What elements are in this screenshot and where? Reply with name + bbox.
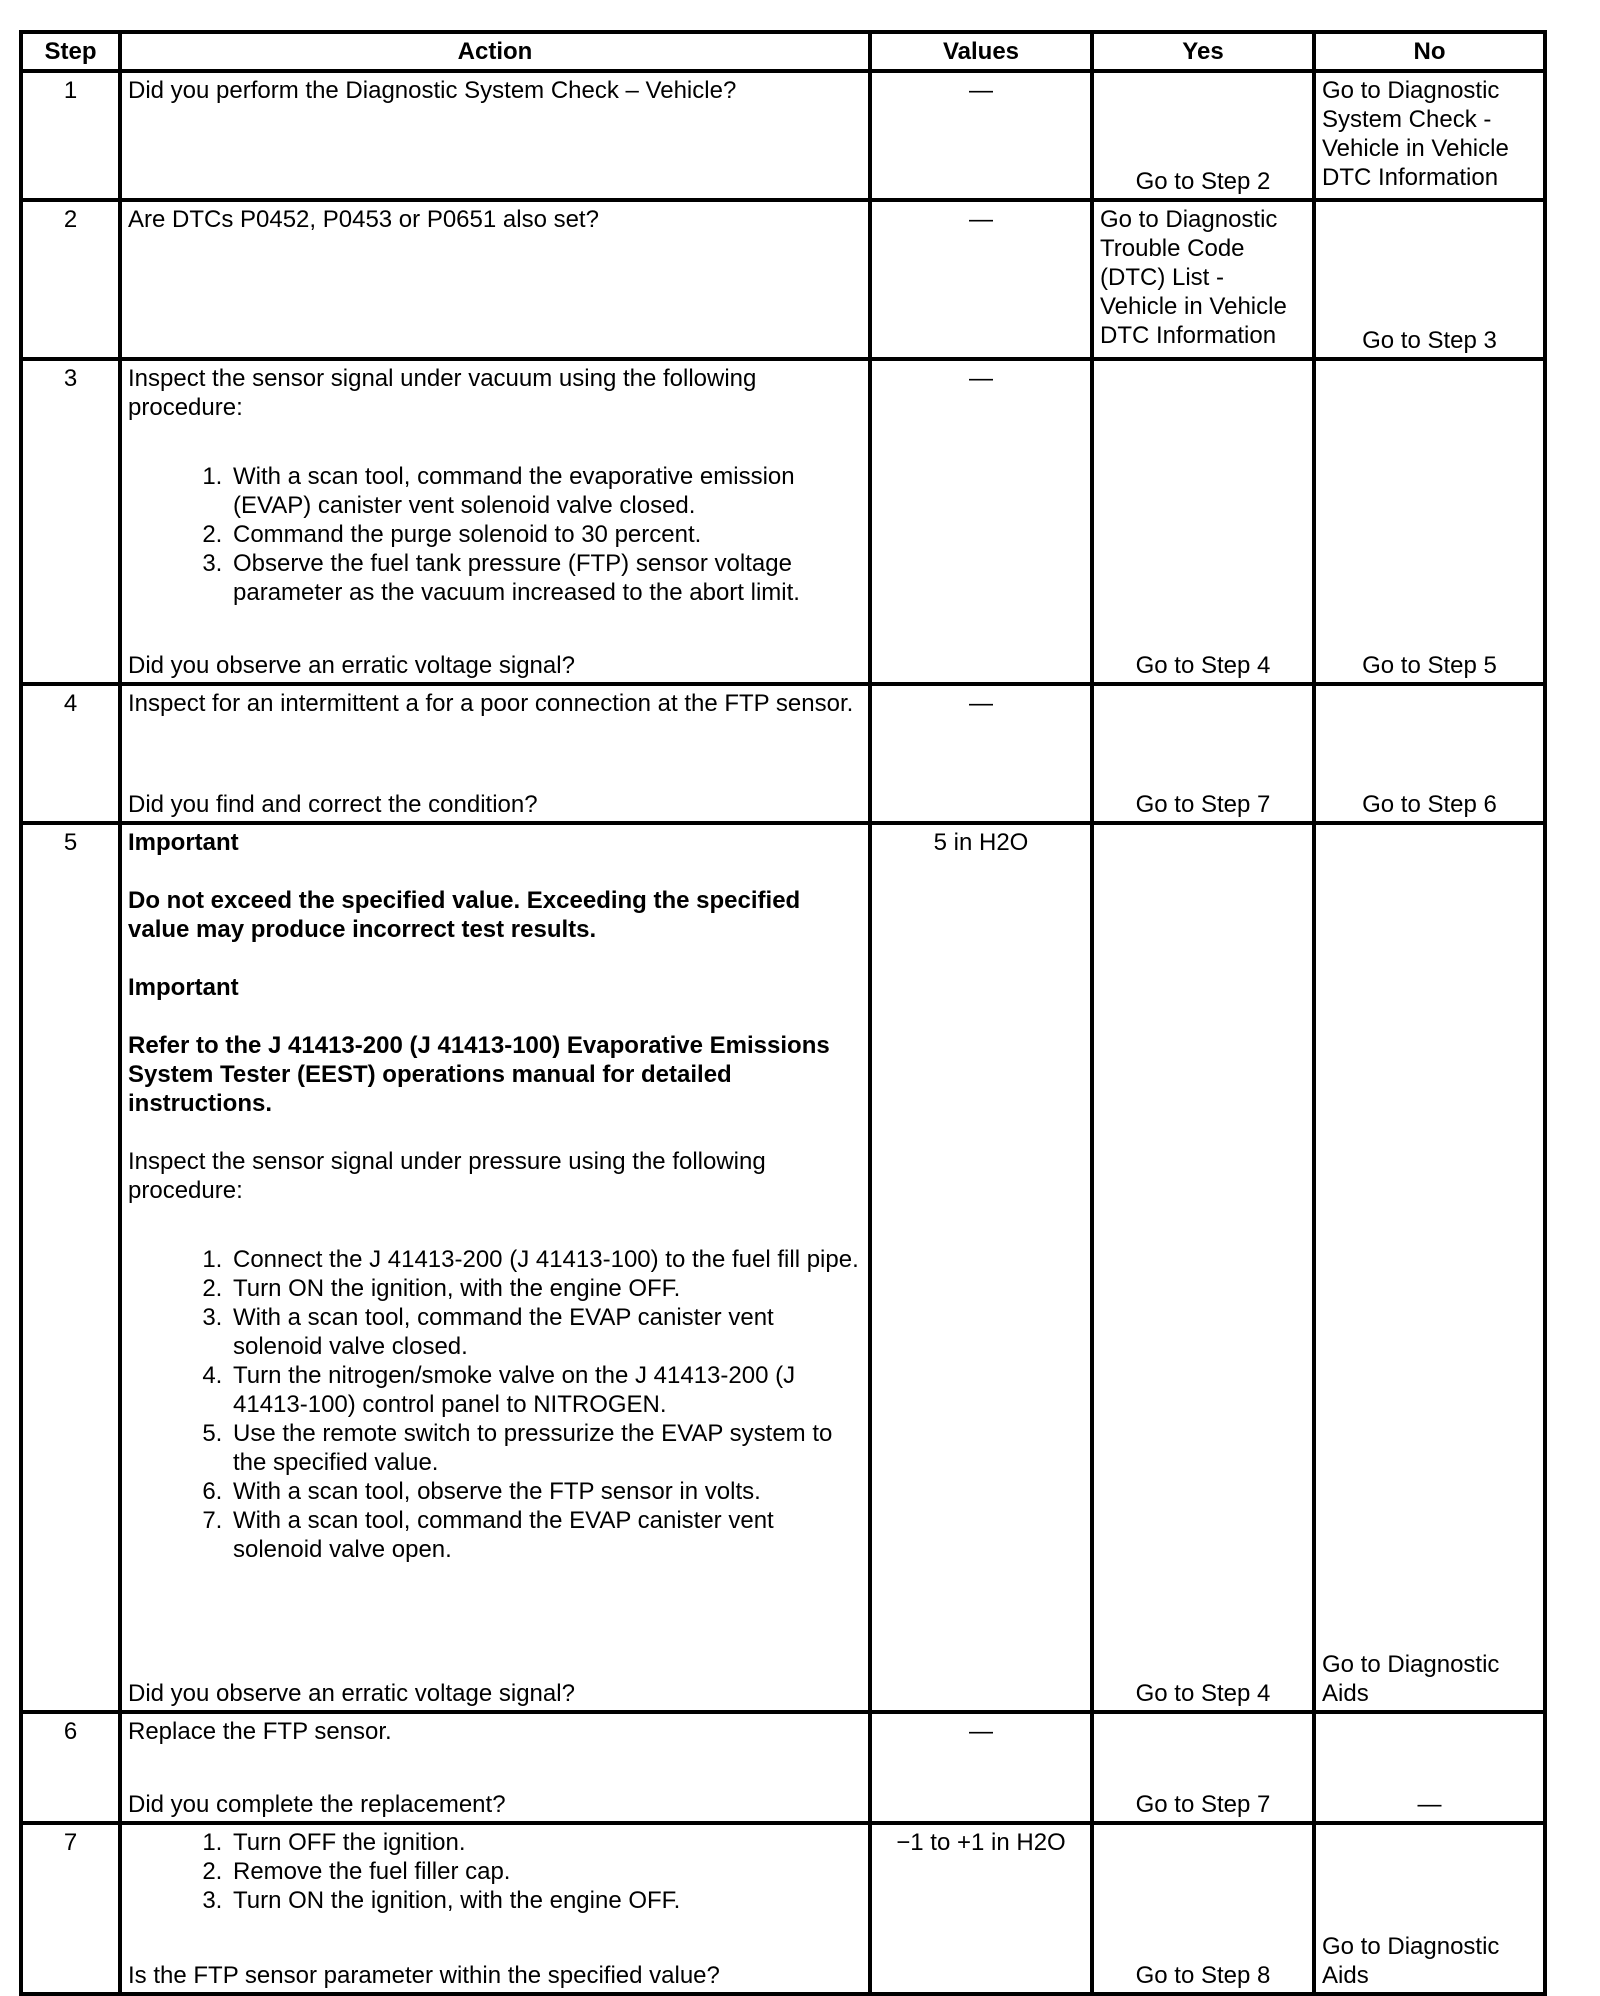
step-number: 1 xyxy=(21,71,120,200)
procedure-step: 7. With a scan tool, command the EVAP canister vent solenoid valve open. xyxy=(229,1506,862,1564)
step-number: 6 xyxy=(21,1712,120,1823)
procedure-step: 2. Remove the fuel filler cap. xyxy=(229,1857,862,1886)
header-step: Step xyxy=(21,32,120,71)
procedure-step: 2. Command the purge solenoid to 30 percent. xyxy=(229,520,862,549)
procedure-step: 3. With a scan tool, command the EVAP canister vent solenoid valve closed. xyxy=(229,1303,862,1361)
step-number: 4 xyxy=(21,684,120,823)
value-text: — xyxy=(969,77,993,104)
value-cell xyxy=(870,1712,1092,1823)
procedure-step: 1. With a scan tool, command the evaporative emission (EVAP) canister vent solenoid valve closed. xyxy=(229,462,862,520)
important-text: Refer to the J 41413-200 (J 41413-100) Evaporative Emissions System Tester (EEST) operations manual for detailed instructions. xyxy=(128,1032,830,1117)
yes-cell xyxy=(1092,684,1314,823)
table-row xyxy=(21,359,1545,684)
yes-link[interactable]: Go to Step 4 xyxy=(1135,1680,1271,1707)
intro-text: Inspect the sensor signal under pressure using the following procedure: xyxy=(128,1148,766,1204)
procedure-step: 4. Turn the nitrogen/smoke valve on the J 41413-200 (J 41413-100) control panel to NITROGEN. xyxy=(229,1361,862,1419)
table-row xyxy=(21,200,1545,359)
value-cell xyxy=(870,823,1092,1712)
yes-cell xyxy=(1092,1823,1314,1994)
no-cell xyxy=(1314,1712,1545,1823)
table-row xyxy=(21,1823,1545,1994)
no-cell xyxy=(1314,823,1545,1712)
action-cell xyxy=(120,1712,870,1823)
intro-text: Replace the FTP sensor. xyxy=(128,1718,392,1745)
value-text: — xyxy=(969,1718,993,1745)
no-link[interactable]: Go to Diagnostic Aids xyxy=(1322,1651,1500,1707)
table-row xyxy=(21,71,1545,200)
diagnostic-table xyxy=(19,30,1547,1996)
step-number: 2 xyxy=(21,200,120,359)
table-row xyxy=(21,823,1545,1712)
no-cell xyxy=(1314,71,1545,200)
important-label: Important xyxy=(128,974,239,1001)
question-text: Did you observe an erratic voltage signal? xyxy=(128,652,575,679)
important-text: Do not exceed the specified value. Exceeding the specified value may produce incorrect test results. xyxy=(128,887,801,943)
no-cell xyxy=(1314,1823,1545,1994)
no-link[interactable]: Go to Step 6 xyxy=(1362,791,1497,818)
yes-link[interactable]: Go to Step 2 xyxy=(1135,168,1271,195)
yes-cell xyxy=(1092,71,1314,200)
action-cell xyxy=(120,200,870,359)
question-text: Did you find and correct the condition? xyxy=(128,791,538,818)
yes-cell xyxy=(1092,200,1314,359)
intro-text: Inspect for an intermittent a for a poor connection at the FTP sensor. xyxy=(128,690,854,717)
yes-link[interactable]: Go to Diagnostic Trouble Code (DTC) List - Vehicle in Vehicle DTC Information xyxy=(1100,206,1287,349)
procedure-step: 5. Use the remote switch to pressurize the EVAP system to the specified value. xyxy=(229,1419,862,1477)
no-cell xyxy=(1314,684,1545,823)
procedure-step: 1. Turn OFF the ignition. xyxy=(229,1828,862,1857)
yes-cell xyxy=(1092,1712,1314,1823)
no-cell xyxy=(1314,200,1545,359)
value-cell xyxy=(870,359,1092,684)
value-cell xyxy=(870,200,1092,359)
no-link[interactable]: Go to Diagnostic System Check - Vehicle in Vehicle DTC Information xyxy=(1322,77,1509,191)
value-cell xyxy=(870,71,1092,200)
yes-cell xyxy=(1092,823,1314,1712)
header-row xyxy=(21,32,1545,71)
action-cell xyxy=(120,684,870,823)
yes-link[interactable]: Go to Step 8 xyxy=(1135,1962,1271,1989)
value-text: 5 in H2O xyxy=(933,829,1029,856)
procedure-step: 6. With a scan tool, observe the FTP sensor in volts. xyxy=(229,1477,862,1506)
value-text: −1 to +1 in H2O xyxy=(896,1829,1066,1856)
header-values: Values xyxy=(870,32,1092,71)
value-text: — xyxy=(969,206,993,233)
header-yes: Yes xyxy=(1092,32,1314,71)
procedure-step: 3. Turn ON the ignition, with the engine OFF. xyxy=(229,1886,862,1915)
action-cell xyxy=(120,359,870,684)
question-text: Did you observe an erratic voltage signal? xyxy=(128,1680,575,1707)
header-no: No xyxy=(1314,32,1545,71)
question-text: Did you complete the replacement? xyxy=(128,1791,506,1818)
table-row xyxy=(21,684,1545,823)
procedure-step: 3. Observe the fuel tank pressure (FTP) sensor voltage parameter as the vacuum increased to the abort limit. xyxy=(229,549,862,607)
no-link[interactable]: Go to Diagnostic Aids xyxy=(1322,1933,1500,1989)
no-cell xyxy=(1314,359,1545,684)
table-row xyxy=(21,1712,1545,1823)
step-number: 3 xyxy=(21,359,120,684)
yes-link[interactable]: Go to Step 4 xyxy=(1135,652,1271,679)
important-label: Important xyxy=(128,829,239,856)
procedure-list xyxy=(128,1828,862,1915)
yes-link[interactable]: Go to Step 7 xyxy=(1135,1791,1271,1818)
question-text: Is the FTP sensor parameter within the specified value? xyxy=(128,1962,720,1989)
procedure-step: 2. Turn ON the ignition, with the engine OFF. xyxy=(229,1274,862,1303)
value-cell xyxy=(870,1823,1092,1994)
action-cell xyxy=(120,1823,870,1994)
procedure-list xyxy=(128,1245,862,1564)
step-number: 5 xyxy=(21,823,120,1712)
no-link: — xyxy=(1417,1791,1442,1818)
yes-cell xyxy=(1092,359,1314,684)
question-text: Are DTCs P0452, P0453 or P0651 also set? xyxy=(128,206,599,233)
value-cell xyxy=(870,684,1092,823)
value-text: — xyxy=(969,365,993,392)
header-action: Action xyxy=(120,32,870,71)
value-text: — xyxy=(969,690,993,717)
no-link[interactable]: Go to Step 3 xyxy=(1362,327,1497,354)
yes-link[interactable]: Go to Step 7 xyxy=(1135,791,1271,818)
no-link[interactable]: Go to Step 5 xyxy=(1362,652,1497,679)
procedure-list xyxy=(128,462,862,607)
step-number: 7 xyxy=(21,1823,120,1994)
procedure-step: 1. Connect the J 41413-200 (J 41413-100) to the fuel fill pipe. xyxy=(229,1245,862,1274)
action-cell xyxy=(120,823,870,1712)
intro-text: Inspect the sensor signal under vacuum using the following procedure: xyxy=(128,365,757,421)
question-text: Did you perform the Diagnostic System Check – Vehicle? xyxy=(128,77,737,104)
action-cell xyxy=(120,71,870,200)
